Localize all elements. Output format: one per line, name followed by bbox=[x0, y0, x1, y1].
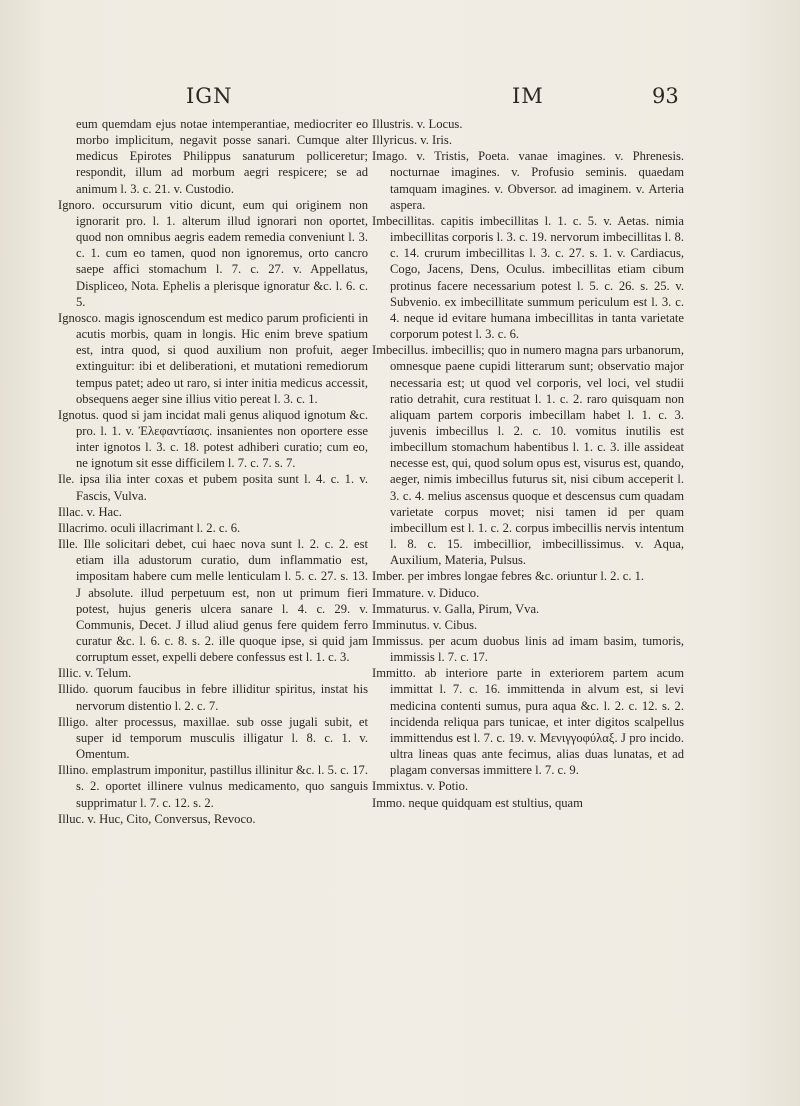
dictionary-entry: Imbecillitas. capitis imbecillitas l. 1. c. 5. v. Aetas. nimia imbecillitas corporis l. 3. c. 19. nervorum imbecillitas l. 8. c. 14. crurum imbecillitas l. 3. c. 27. s. 1. v. Cardiacus, Cogo, Jacens, Dens, Oculus. imbecillitas etiam cibum protinus facere necessarium potest l. 5. c. 26. s. 25. v. Subvenio. ex imbecillitate summum periculum est l. 3. c. 4. neque id evitare humana imbecillitas in tanta varietate corporum potest l. 3. c. 6. bbox=[372, 213, 684, 342]
dictionary-entry: Illigo. alter processus, maxillae. sub osse jugali subit, et super id temporum musculis illigatur l. 8. c. 1. v. Omentum. bbox=[58, 714, 368, 762]
running-header bbox=[0, 84, 800, 114]
dictionary-entry: Ille. Ille solicitari debet, cui haec nova sunt l. 2. c. 2. est etiam illa adustorum curatio, dum inflammatio est, impositam habere cum melle lenticulam l. 5. c. 27. s. 13. J absolute. illud perpetuum est, non ut primum fieri potest, hujus generis ulcera sanare l. 4. c. 29. v. Communis, Decet. J illud aliud genus fere quidem ferro curatur &c. l. 6. c. 8. s. 2. ille quoque ipse, si quid jam corruptum esset, expelli debere confessus est l. 1. c. 3. bbox=[58, 537, 368, 665]
dictionary-entry: Immaturus. v. Galla, Pirum, Vva. bbox=[372, 601, 540, 616]
right-column bbox=[372, 116, 684, 811]
dictionary-entry: Illido. quorum faucibus in febre illiditur spiritus, instat his nervorum distentio l. 2. c. 7. bbox=[58, 682, 368, 713]
dictionary-entry: Illino. emplastrum imponitur, pastillus illinitur &c. l. 5. c. 17. s. 2. oportet illinere vulnus medicamento, quo sanguis supprimatur l. 7. c. 12. s. 2. bbox=[58, 763, 368, 810]
dictionary-entry: Immixtus. v. Potio. bbox=[372, 779, 469, 794]
dictionary-entry: Immitto. ab interiore parte in exteriorem partem acum immittat l. 7. c. 16. immittenda in alvum est, si levi medicina contenti sumus, pura aqua &c. l. 2. c. 12. s. 2. incidenda reliqua pars tunicae, et inter digitos scalpellus immittendus est l. 7. c. 19. v. Μενιγγοφύλαξ. J pro incido. ultra lineas quas ante fecimus, alias duas lunatas, et ad plagam conversas immittere l. 7. c. 9. bbox=[372, 666, 684, 778]
dictionary-entry: Imber. per imbres longae febres &c. oriuntur l. 2. c. 1. bbox=[372, 569, 645, 584]
dictionary-entry: Imago. v. Tristis, Poeta. vanae imagines. v. Phrenesis. nocturnae imagines. v. Profusio seminis. quaedam tamquam imagines. v. Obversor. ad imaginem. v. Arteria aspera. bbox=[372, 149, 684, 212]
dictionary-entry: Illac. v. Hac. bbox=[58, 504, 122, 519]
dictionary-entry: Illic. v. Telum. bbox=[58, 666, 132, 681]
dictionary-entry: Immissus. per acum duobus linis ad imam basim, tumoris, immissis l. 7. c. 17. bbox=[372, 634, 684, 665]
header-left-guideword: IGN bbox=[186, 84, 233, 108]
dictionary-entry: Immo. neque quidquam est stultius, quam bbox=[372, 795, 583, 810]
dictionary-entry: Ignotus. quod si jam incidat mali genus aliquod ignotum &c. pro. l. 1. v. Ἐλεφαντίασις. insanientes non oportere esse inter ignotos l. 3. c. 18. potest adhiberi curatio; cum eo, ne ignotum sit esse difficilem l. 7. c. 7. s. 7. bbox=[58, 407, 368, 471]
dictionary-entry: Imminutus. v. Cibus. bbox=[372, 617, 478, 632]
dictionary-entry: eum quemdam ejus notae intemperantiae, mediocriter eo morbo implicitum, negavit posse sanari. Cumque alter medicus Epirotes Philippus sanaturum polliceretur; respondit, illum ad morbum aegri respicere; se ad animum l. 3. c. 21. v. Custodio. bbox=[76, 117, 368, 196]
dictionary-entry: Illyricus. v. Iris. bbox=[372, 133, 452, 148]
dictionary-entry: Ignosco. magis ignoscendum est medico parum proficienti in acutis morbis, quam in longis. Hic enim breve spatium est, intra quod, si quod auxilium non profuit, aeger extinguitur: ibi et deliberationi, et mutationi remediorum tempus patet; adeo ut raro, si inter initia medicus accessit, obsequens aeger sine illius vitio pereat l. 3. c. 1. bbox=[58, 310, 368, 406]
header-right-guideword: IM bbox=[512, 84, 544, 108]
dictionary-entry: Imbecillus. imbecillis; quo in numero magna pars urbanorum, omnesque paene cupidi litterarum sunt; observatio major necessaria est; ut quod vel corporis, vel loci, vel studii ratio detrahit, cura restituat l. 1. c. 2. raro quisquam non aliquam partem corporis imbecillam habet l. 1. c. 3. juvenis imbecillus l. 2. c. 10. vomitus inutilis est imbecillum stomachum habentibus l. 1. c. 3. ille assideat necesse est, qui, quod solum opus est, visurus est, quando, aeger, nimis imbecillus futurus sit, nisi cibum acceperit l. 3. c. 4. melius ascensus quoque et descensus cum quadam varietate corpus movet; nisi tamen id per quam imbecillum est l. 1. c. 2. corpus imbecillis nervis intentum l. 8. c. 15. imbecillior, imbecillissimus. v. Aqua, Auxilium, Materia, Pulsus. bbox=[372, 343, 684, 568]
dictionary-entry: Illuc. v. Huc, Cito, Conversus, Revoco. bbox=[58, 811, 256, 826]
dictionary-entry: Illacrimo. oculi illacrimant l. 2. c. 6. bbox=[58, 520, 241, 535]
dictionary-entry: Ile. ipsa ilia inter coxas et pubem posita sunt l. 4. c. 1. v. Fascis, Vulva. bbox=[58, 472, 368, 503]
dictionary-entry: Ignoro. occursurum vitio dicunt, eum qui originem non ignorarit pro. l. 1. alterum illud ignorari non oportet, quod non omnibus aegris eadem remedia conveniunt l. 3. c. 1. cum eo tamen, quod non ignoremus, orto cancro saepe affici stomachum l. 7. c. 27. v. Appellatus, Displiceo, Nota. Ephelis a plerisque ignoratur &c. l. 6. c. 5. bbox=[58, 197, 368, 309]
dictionary-entry: Immature. v. Diduco. bbox=[372, 585, 480, 600]
dictionary-entry: Illustris. v. Locus. bbox=[372, 117, 463, 131]
left-column bbox=[58, 116, 368, 827]
page-number: 93 bbox=[652, 84, 679, 108]
